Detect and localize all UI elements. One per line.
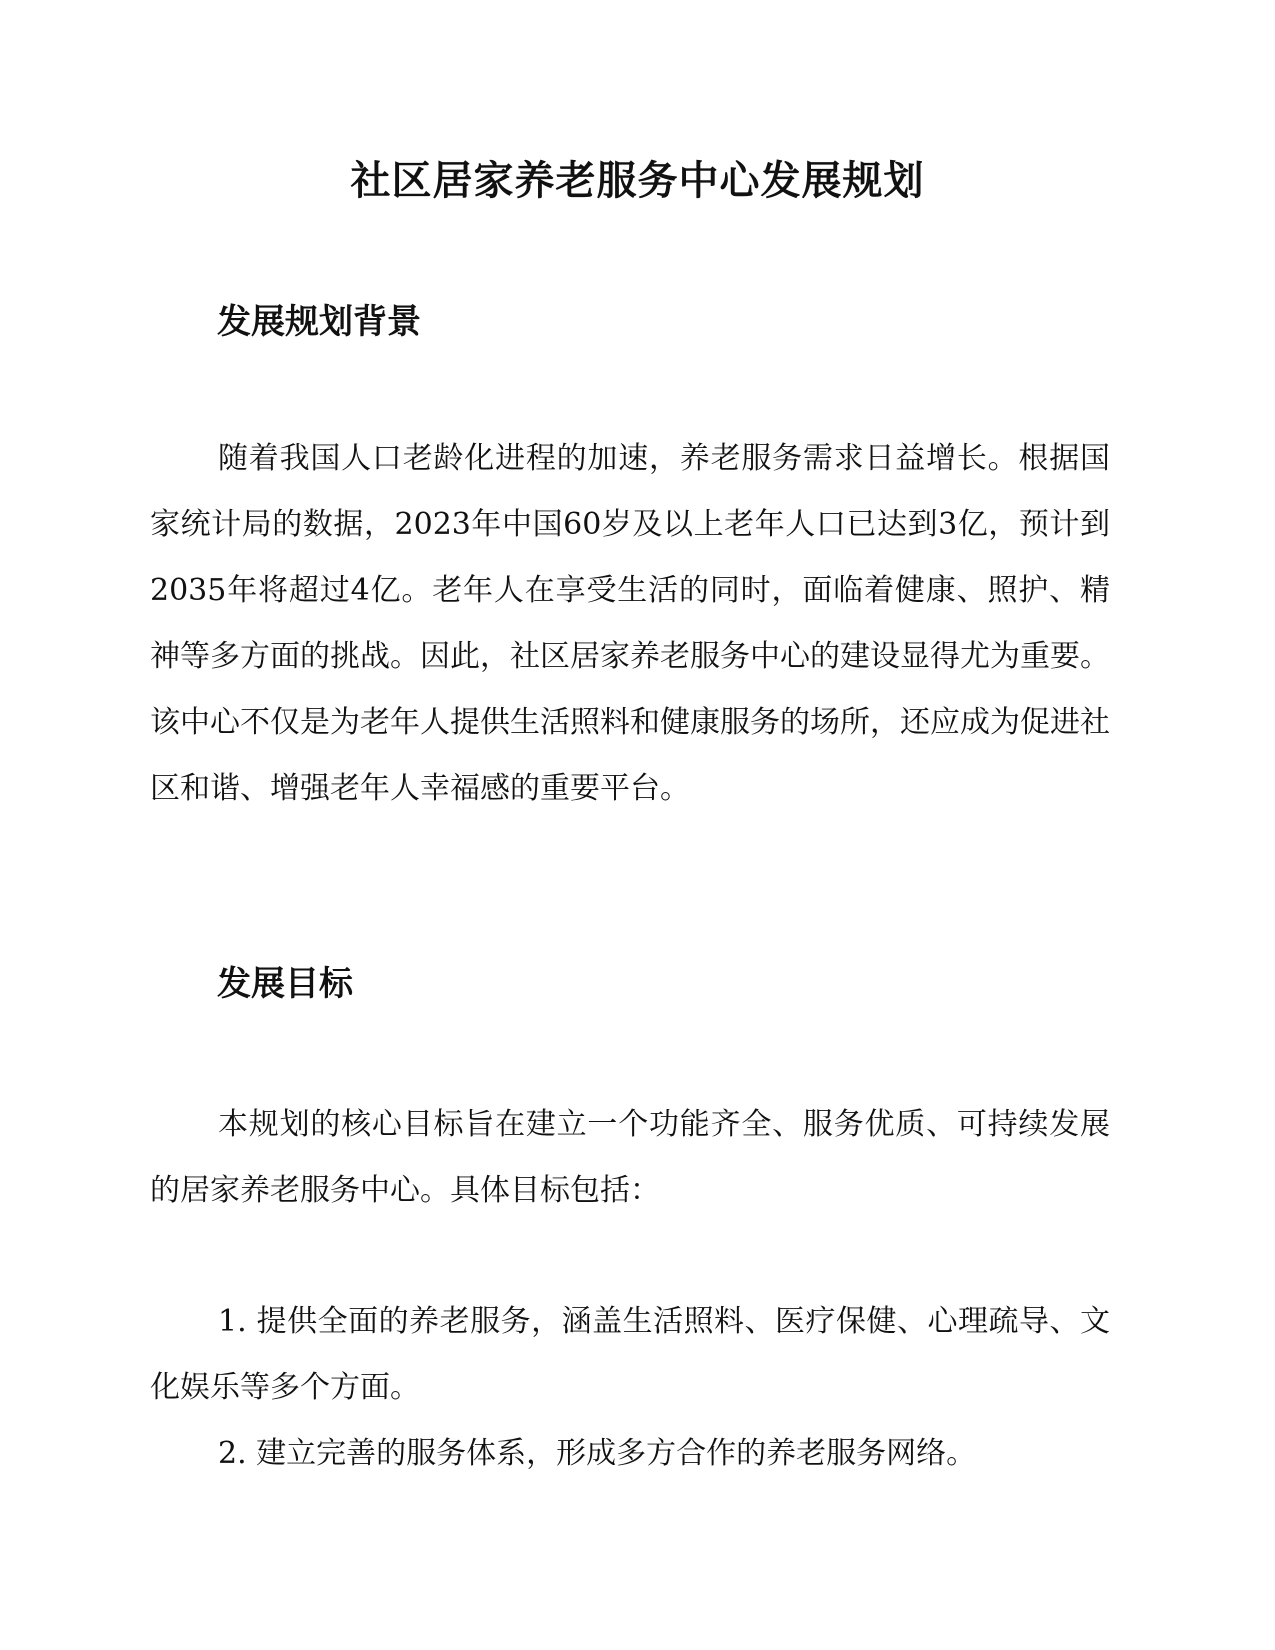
background-paragraph: 随着我国人口老龄化进程的加速，养老服务需求日益增长。根据国家统计局的数据，2023年中国60岁及以上老年人口已达到3亿，预计到2035年将超过4亿。老年人在享受生活的同时，面临着健康、照护、精神等多方面的挑战。因此，社区居家养老服务中心的建设显得尤为重要。该中心不仅是为老年人提供生活照料和健康服务的场所，还应成为促进社区和谐、增强老年人幸福感的重要平台。	[150, 441, 1110, 806]
goals-paragraph: 本规划的核心目标旨在建立一个功能齐全、服务优质、可持续发展的居家养老服务中心。具体目标包括：	[150, 1107, 1110, 1208]
page-title: 社区居家养老服务中心发展规划	[350, 158, 925, 204]
section-heading-goals: 发展目标	[217, 964, 353, 1004]
section-heading-background: 发展规划背景	[217, 302, 421, 342]
goal-list-item: 2. 建立完善的服务体系，形成多方合作的养老服务网络。	[218, 1436, 977, 1471]
goal-list-item: 1. 提供全面的养老服务，涵盖生活照料、医疗保健、心理疏导、文化娱乐等多个方面。	[150, 1304, 1110, 1405]
